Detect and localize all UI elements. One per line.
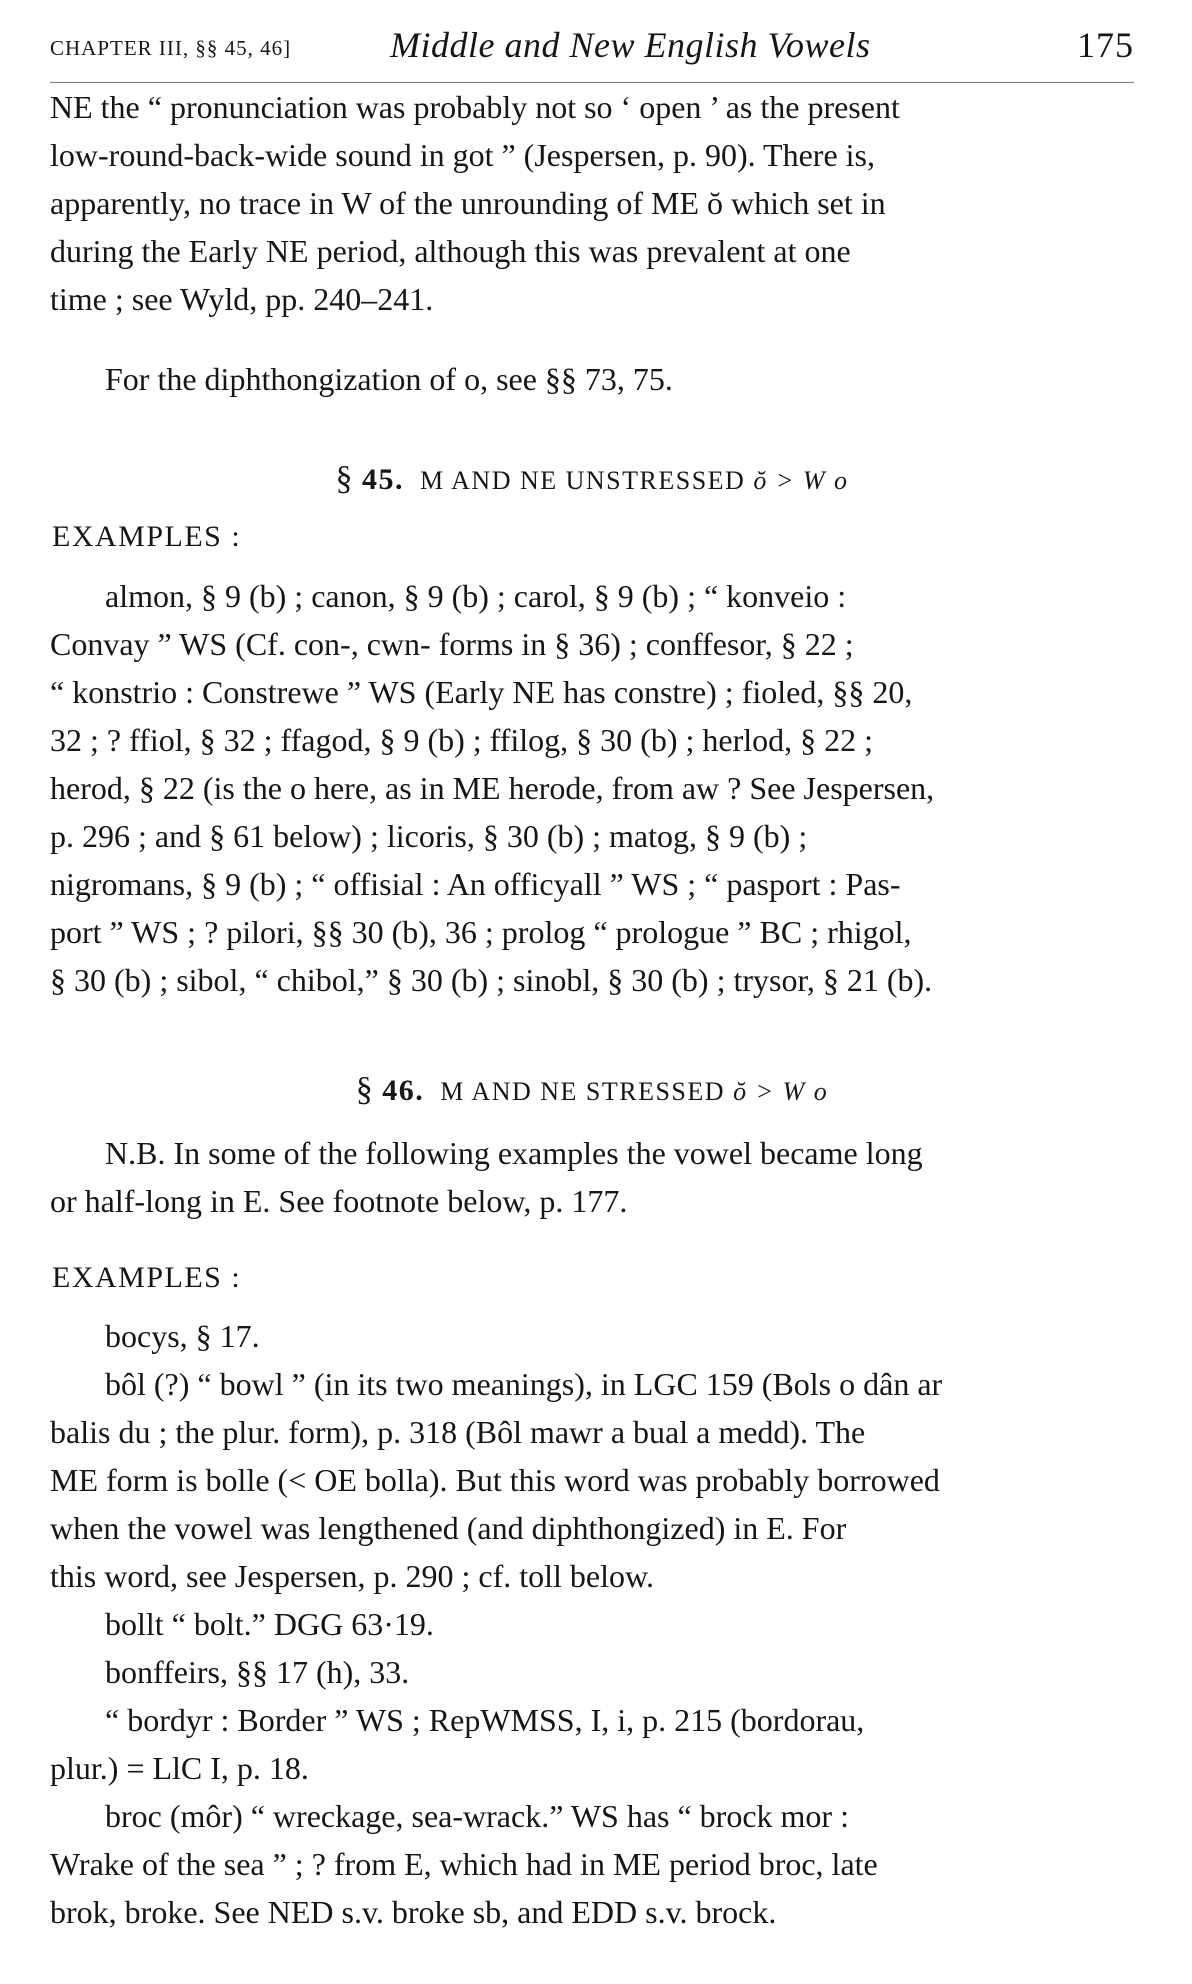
chapter-reference: CHAPTER III, §§ 45, 46] xyxy=(50,36,292,60)
example-line: this word, see Jespersen, p. 290 ; cf. toll below. xyxy=(50,1558,655,1594)
example-line: Wrake of the sea ” ; ? from E, which had in ME period broc, late xyxy=(50,1846,878,1882)
section-number: 46. xyxy=(382,1074,425,1107)
intro-note xyxy=(50,355,1134,403)
example-line: § 30 (b) ; sibol, “ chibol,” § 30 (b) ; sinobl, § 30 (b) ; trysor, § 21 (b). xyxy=(50,962,933,998)
example-line: 32 ; ? ffiol, § 32 ; ffagod, § 9 (b) ; ffilog, § 30 (b) ; herlod, § 22 ; xyxy=(50,722,873,758)
example-line: balis du ; the plur. form), p. 318 (Bôl mawr a bual a medd). The xyxy=(50,1414,866,1450)
example-entry: bonffeirs, §§ 17 (h), 33. xyxy=(105,1654,410,1690)
intro-line: low-round-back-wide sound in got ” (Jespersen, p. 90). There is, xyxy=(50,137,875,173)
example-line: plur.) = LlC I, p. 18. xyxy=(50,1750,309,1786)
section-symbol: § xyxy=(355,1071,375,1108)
example-line: p. 296 ; and § 61 below) ; licoris, § 30 (b) ; matog, § 9 (b) ; xyxy=(50,818,808,854)
nb-line: or half-long in E. See footnote below, p. 177. xyxy=(50,1183,628,1219)
example-line: port ” WS ; ? pilori, §§ 30 (b), 36 ; prolog “ prologue ” BC ; rhigol, xyxy=(50,914,912,950)
intro-line: time ; see Wyld, pp. 240–241. xyxy=(50,281,434,317)
section-symbol: § xyxy=(335,460,354,497)
intro-line: NE the “ pronunciation was probably not so ‘ open ’ as the present xyxy=(50,89,900,125)
example-line: “ konstrio : Constrewe ” WS (Early NE has constre) ; fioled, §§ 20, xyxy=(50,674,913,710)
example-line: Convay ” WS (Cf. con-, cwn- forms in § 36) ; conffesor, § 22 ; xyxy=(50,626,854,662)
sound-change: ŏ > W o xyxy=(733,1077,829,1106)
section-46-heading xyxy=(50,1071,1134,1109)
examples-label: EXAMPLES : xyxy=(52,1261,242,1294)
example-line: almon, § 9 (b) ; canon, § 9 (b) ; carol, § 9 (b) ; “ konveio : xyxy=(105,578,847,614)
intro-note-line: For the diphthongization of o, see §§ 73, 75. xyxy=(105,361,673,397)
section-45-heading xyxy=(50,460,1134,498)
example-line: herod, § 22 (is the o here, as in ME herode, from aw ? See Jespersen, xyxy=(50,770,935,806)
intro-line: apparently, no trace in W of the unrounding of ME ŏ which set in xyxy=(50,185,886,221)
intro-paragraph xyxy=(50,83,1134,323)
running-head xyxy=(50,14,1134,74)
running-title: Middle and New English Vowels xyxy=(390,25,871,65)
section-46-examples xyxy=(50,1312,1134,1936)
example-line: when the vowel was lengthened (and diphthongized) in E. For xyxy=(50,1510,847,1546)
example-entry: bollt “ bolt.” DGG 63·19. xyxy=(105,1606,434,1642)
section-heading-text: M AND NE STRESSED xyxy=(440,1077,726,1106)
example-entry: bocys, § 17. xyxy=(105,1318,260,1354)
example-line: brok, broke. See NED s.v. broke sb, and EDD s.v. brock. xyxy=(50,1894,777,1930)
examples-label: EXAMPLES : xyxy=(52,520,242,553)
example-line: ME form is bolle (< OE bolla). But this word was probably borrowed xyxy=(50,1462,940,1498)
example-line: nigromans, § 9 (b) ; “ offisial : An officyall ” WS ; “ pasport : Pas- xyxy=(50,866,901,902)
section-heading-text: M AND NE UNSTRESSED xyxy=(419,466,746,495)
nb-note xyxy=(50,1129,1134,1225)
example-entry: “ bordyr : Border ” WS ; RepWMSS, I, i, p. 215 (bordorau, xyxy=(105,1702,865,1738)
sound-change: ŏ > W o xyxy=(753,466,849,495)
section-number: 45. xyxy=(361,463,404,496)
section-45-examples xyxy=(50,572,1134,1004)
page-number: 175 xyxy=(1077,25,1134,65)
example-entry: broc (môr) “ wreckage, sea-wrack.” WS has “ brock mor : xyxy=(105,1798,849,1834)
example-entry: bôl (?) “ bowl ” (in its two meanings), in LGC 159 (Bols o dân ar xyxy=(105,1366,943,1402)
intro-line: during the Early NE period, although this was prevalent at one xyxy=(50,233,851,269)
nb-line: N.B. In some of the following examples the vowel became long xyxy=(105,1135,923,1171)
